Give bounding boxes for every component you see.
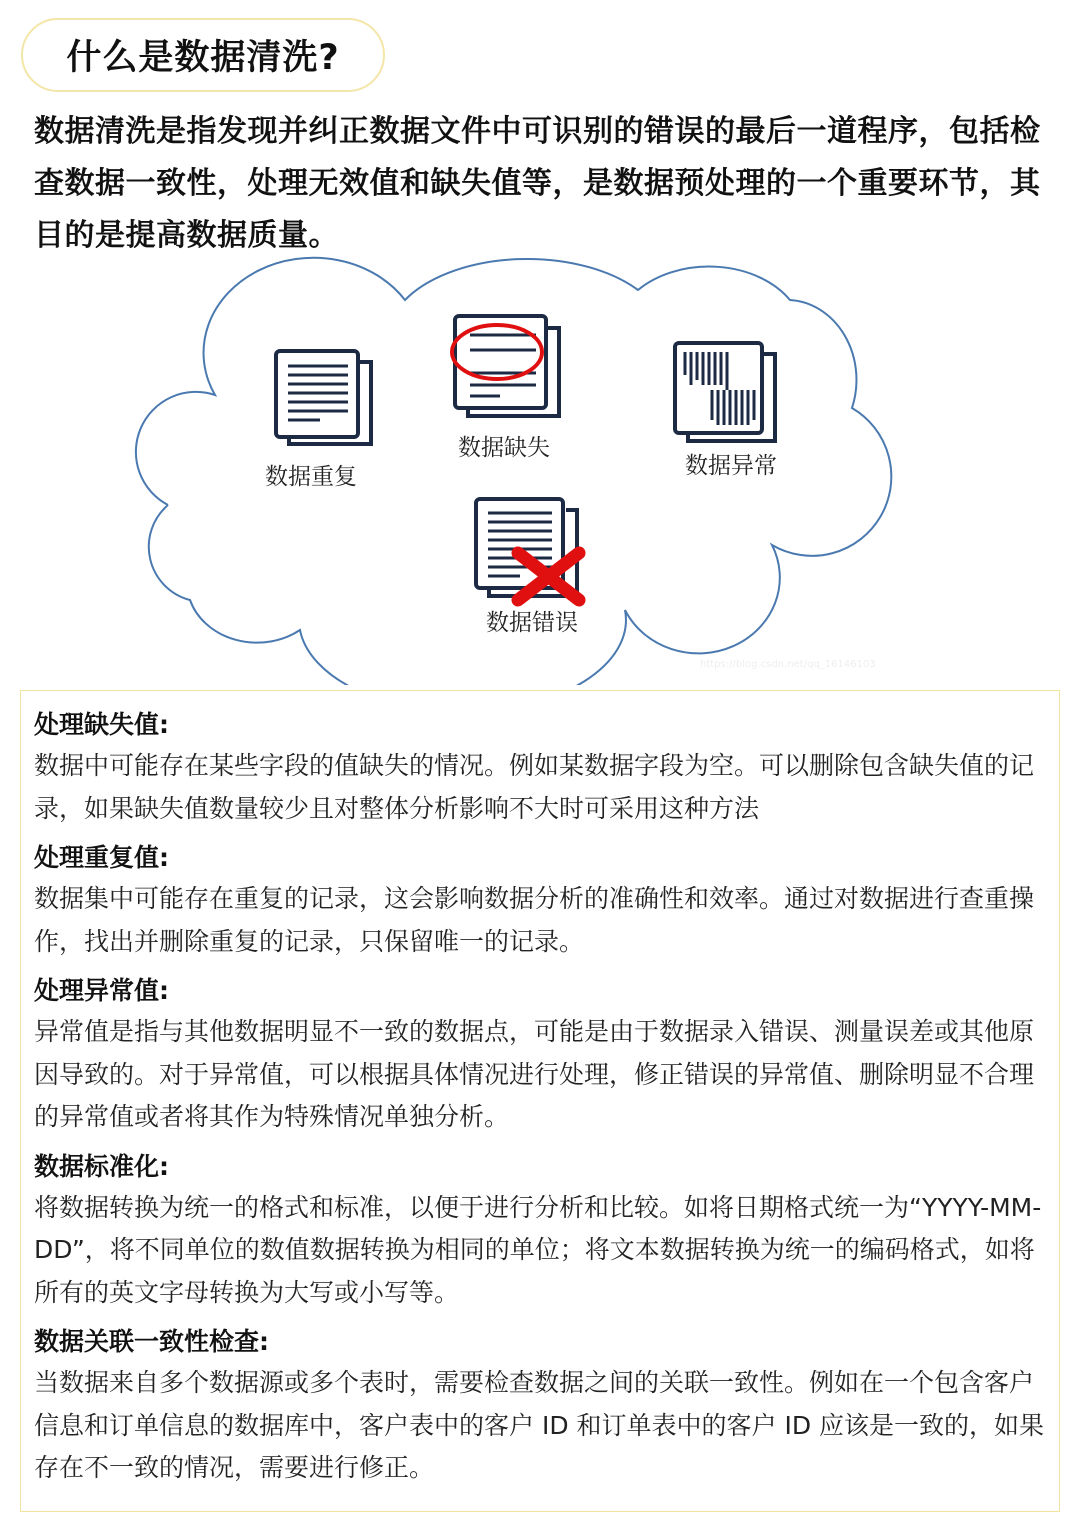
section-heading: 数据关联一致性检查: [34,1327,269,1356]
section-heading: 处理重复值: [34,843,169,872]
cleaning-steps-panel [20,690,1060,1512]
section-body: 将数据转换为统一的格式和标准，以便于进行分析和比较。如将日期格式统一为“YYYY-MM-DD”，将不同单位的数值数据转换为相同的单位；将文本数据转换为统一的编码格式，如将所有的英文字母转换为大写或小写等。 [34,1192,1042,1307]
section-heading: 处理缺失值: [34,710,169,739]
section-duplicates [34,838,1045,963]
anomaly-document-icon [675,343,775,441]
section-body: 数据集中可能存在重复的记录，这会影响数据分析的准确性和效率。通过对数据进行查重操作，找出并删除重复的记录，只保留唯一的记录。 [34,884,1035,956]
section-body: 异常值是指与其他数据明显不一致的数据点，可能是由于数据录入错误、测量误差或其他原因导致的。对于异常值，可以根据具体情况进行处理，修正错误的异常值、删除明显不合理的异常值或者将其作为特殊情况单独分析。 [34,1017,1035,1131]
section-body: 当数据来自多个数据源或多个表时，需要检查数据之间的关联一致性。例如在一个包含客户信息和订单信息的数据库中，客户表中的客户 ID 和订单表中的客户 ID 应该是一致的，如果存在不一致的情况，需要进行修正。 [34,1368,1045,1482]
red-circle-mark [452,325,542,379]
red-x-mark-icon [518,553,579,600]
label-anomaly: 数据异常 [685,453,777,479]
section-heading: 处理异常值: [34,976,169,1005]
section-consistency-check [34,1322,1045,1490]
intro-paragraph: 数据清洗是指发现并纠正数据文件中可识别的错误的最后一道程序，包括检查数据一致性，处理无效值和缺失值等，是数据预处理的一个重要环节，其目的是提高数据质量。 [34,114,1041,253]
title-pill [21,18,385,92]
section-standardization [34,1147,1045,1315]
data-quality-cloud-diagram [0,250,1080,685]
label-missing: 数据缺失 [458,435,550,461]
watermark: https://blog.csdn.net/qq_16146103 [700,659,876,670]
page-title: 什么是数据清洗? [66,38,340,78]
label-duplicate: 数据重复 [265,464,357,490]
label-error: 数据错误 [486,610,578,636]
section-outliers [34,971,1045,1139]
section-body: 数据中可能存在某些字段的值缺失的情况。例如某数据字段为空。可以删除包含缺失值的记录，如果缺失值数量较少且对整体分析影响不大时可采用这种方法 [34,751,1035,823]
section-heading: 数据标准化: [34,1151,169,1181]
section-missing-values [34,705,1045,830]
duplicate-document-icon [276,351,371,444]
